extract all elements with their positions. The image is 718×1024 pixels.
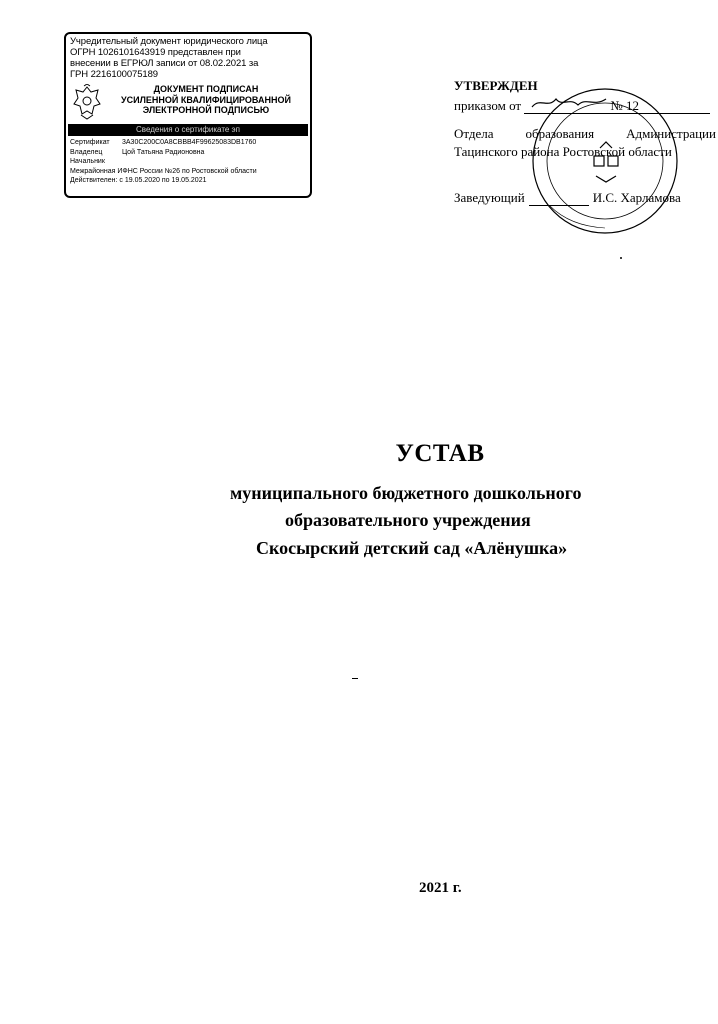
subtitle-line-1: муниципального бюджетного дошкольного <box>230 483 582 503</box>
head-signature-line <box>454 190 681 206</box>
owner-value: Цой Татьяна Радионовна <box>122 148 205 156</box>
approved-heading: УТВЕРЖДЕН <box>454 78 538 93</box>
registration-line-3: внесении в ЕГРЮЛ записи от 08.02.2021 за <box>70 58 259 69</box>
stray-mark <box>620 257 622 259</box>
signature-title-line-3: ЭЛЕКТРОННОЙ ПОДПИСЬЮ <box>142 105 270 115</box>
order-date-field <box>524 99 710 114</box>
department-line-1 <box>454 126 716 142</box>
stray-dash <box>352 678 358 679</box>
order-line <box>454 98 710 114</box>
handwritten-signature <box>529 193 589 206</box>
owner-label: Владелец <box>70 148 103 156</box>
department-word-1: Отдела <box>454 126 494 141</box>
department-line-2: Тацинского района Ростовской области <box>454 144 672 159</box>
coat-of-arms-icon <box>72 84 102 120</box>
registration-line-2: ОГРН 1026101643919 представлен при <box>70 47 241 58</box>
certificate-info-bar: Сведения о сертификате эп <box>68 124 308 136</box>
signature-header <box>70 84 306 124</box>
subtitle-line-3: Скосырский детский сад «Алёнушка» <box>256 538 568 558</box>
signature-title-line-2: УСИЛЕННОЙ КВАЛИФИЦИРОВАННОЙ <box>121 94 291 105</box>
document-title: УСТАВ <box>395 440 485 467</box>
head-label: Заведующий <box>454 190 525 205</box>
validity-period: Действителен: с 19.05.2020 по 19.05.2021 <box>70 177 207 184</box>
registration-line-1: Учредительный документ юридического лица <box>70 36 268 47</box>
certificate-row <box>70 138 306 148</box>
department-word-2: образования <box>525 126 595 141</box>
certificate-details <box>70 138 306 186</box>
registration-line-4: ГРН 2216100075189 <box>70 69 158 80</box>
owner-row <box>70 148 306 158</box>
certificate-label: Сертификат <box>70 139 110 146</box>
issuing-authority: Межрайонная ИФНС России №26 по Ростовской области <box>70 167 257 175</box>
signature-title <box>106 84 306 116</box>
department-word-3: Администрации <box>626 126 716 141</box>
registration-stamp <box>64 32 312 198</box>
signature-title-line-1: ДОКУМЕНТ ПОДПИСАН <box>153 84 259 94</box>
document-year: 2021 г. <box>419 880 462 896</box>
order-prefix: приказом от <box>454 98 522 113</box>
head-name: И.С. Харламова <box>592 190 681 205</box>
handwritten-date-icon <box>530 95 610 111</box>
position-label: Начальник <box>70 158 105 165</box>
order-number: № 12 <box>610 98 640 113</box>
subtitle-line-2: образовательного учреждения <box>285 510 531 530</box>
certificate-value: 3A30C200C0A8CBBB4F99625083DB1760 <box>122 139 257 146</box>
